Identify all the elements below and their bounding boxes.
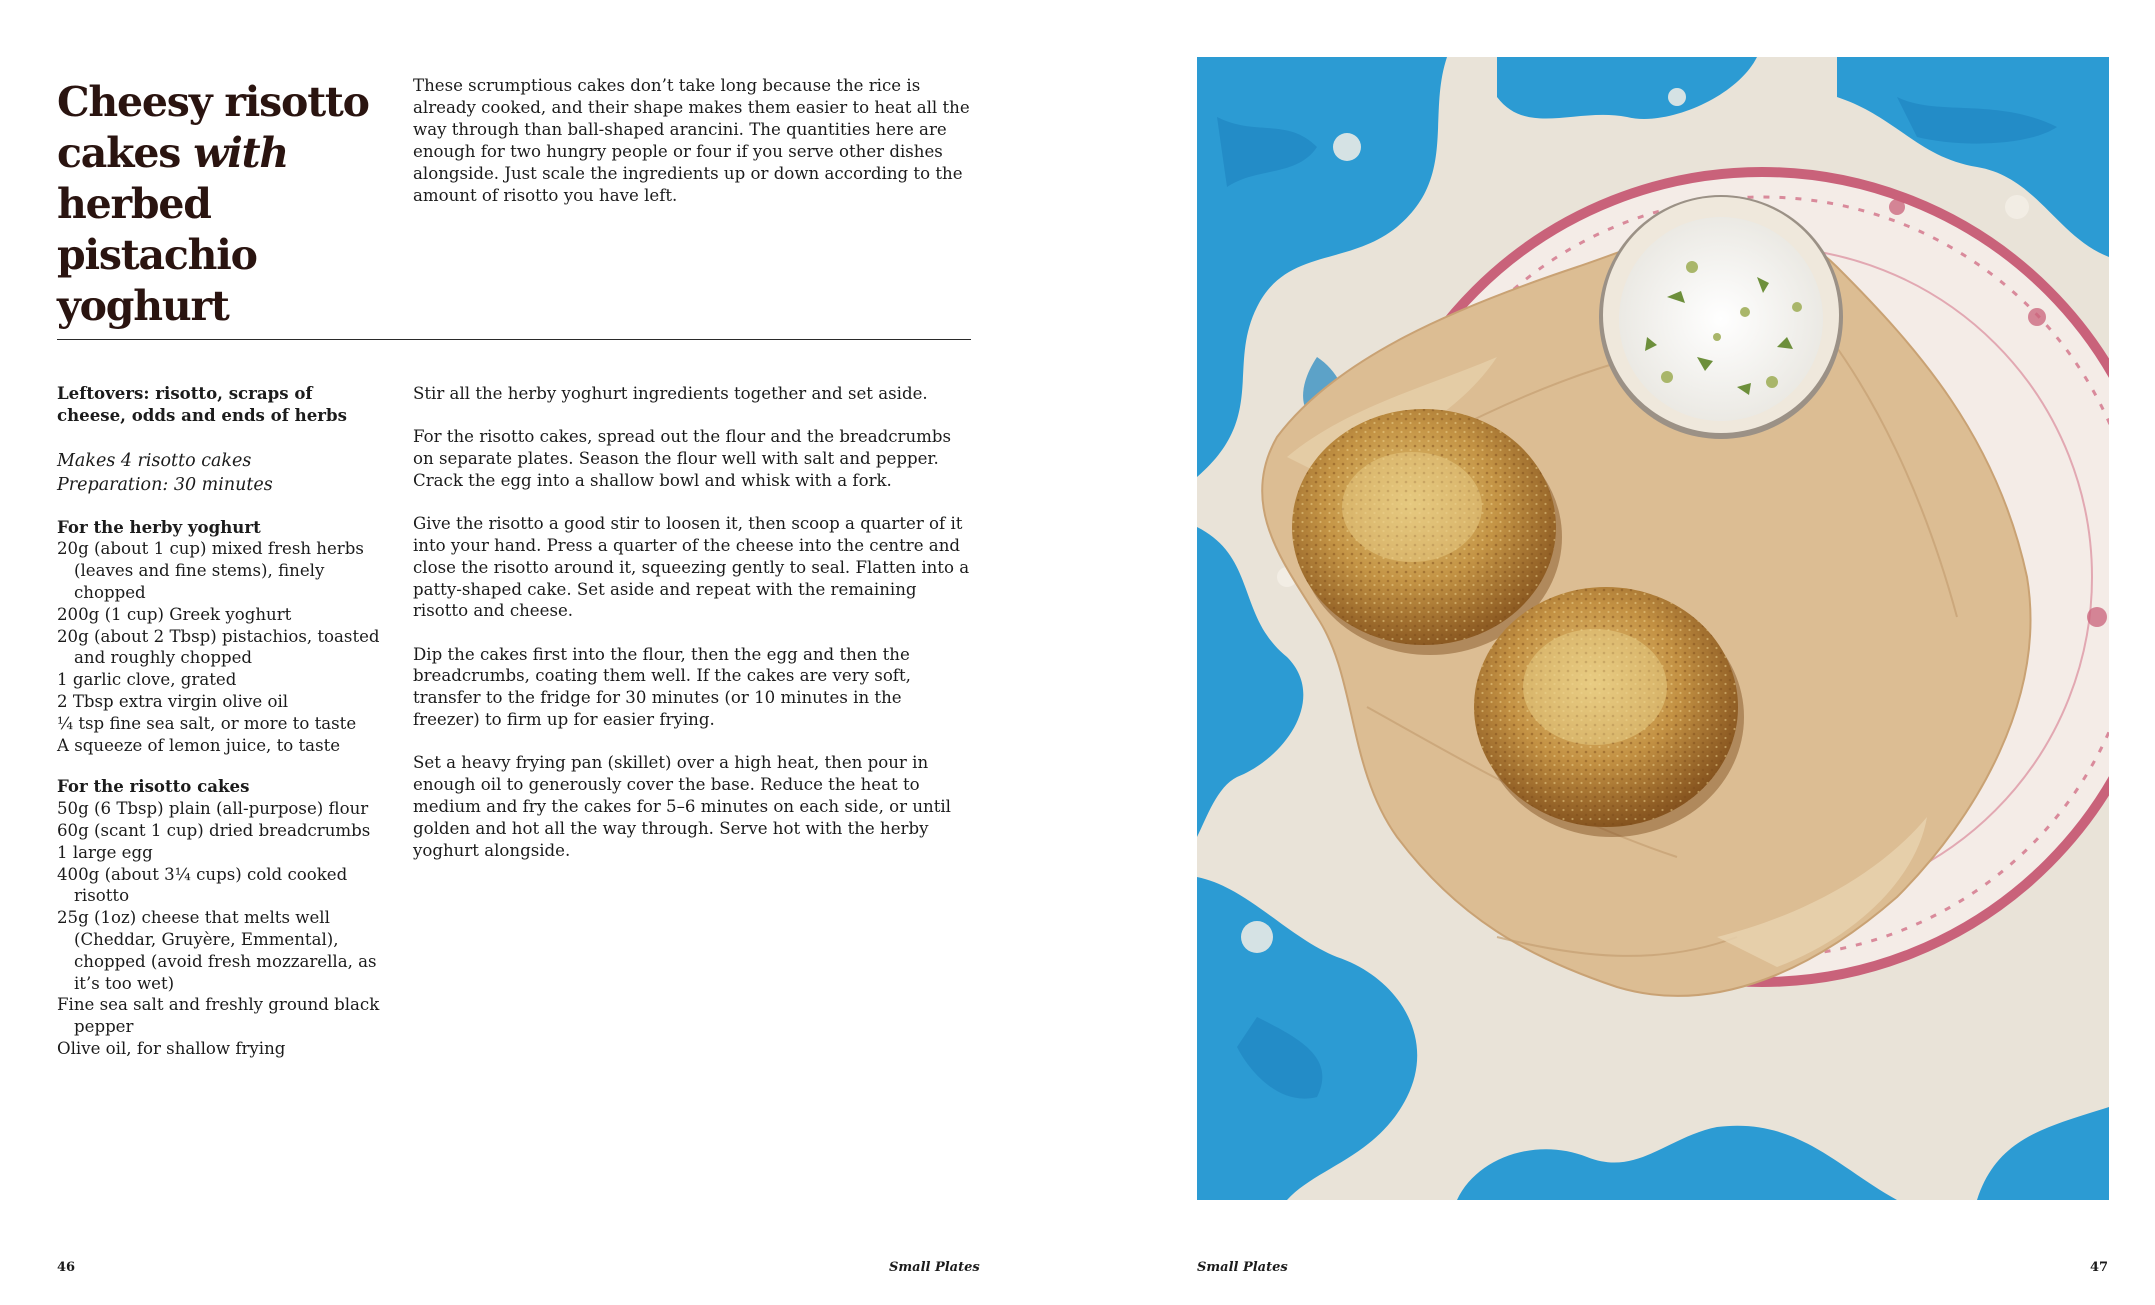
leftovers-line: Leftovers: risotto, scraps of cheese, odds and ends of herbs bbox=[57, 383, 347, 425]
title-line: herbed pistachio bbox=[57, 180, 257, 280]
method-step: Stir all the herby yoghurt ingredients together and set aside. bbox=[413, 384, 928, 403]
title-line: yoghurt bbox=[57, 282, 229, 331]
food-photo bbox=[1197, 57, 2109, 1200]
ingredient-item: 25g (1oz) cheese that melts well (Cheddar, Gruyère, Emmental), chopped (avoid fresh mozzarella, as it’s too wet) bbox=[57, 908, 377, 993]
method-column bbox=[413, 383, 973, 883]
method-step: Give the risotto a good stir to loosen it, then scoop a quarter of it into your hand. Press a quarter of the cheese into the centre and close the risotto around it, squeezing gently to seal. Flatten into a patty-shaped cake. Set aside and repeat with the remaining risotto and cheese. bbox=[413, 514, 970, 621]
cakes-heading: For the risotto cakes bbox=[57, 776, 250, 797]
ingredient-item: 400g (about 3¼ cups) cold cooked risotto bbox=[57, 864, 348, 906]
title-line: Cheesy risotto bbox=[57, 78, 369, 127]
method-step: Dip the cakes first into the flour, then the egg and then the breadcrumbs, coating them well. If the cakes are very soft, transfer to the fridge for 30 minutes (or 10 minutes in the freezer) to firm up for easier frying. bbox=[413, 644, 911, 730]
ingredient-item: ¼ tsp fine sea salt, or more to taste bbox=[57, 713, 357, 733]
title-italic-word: with bbox=[193, 129, 289, 178]
title-line: cakes with bbox=[57, 129, 289, 178]
ingredient-item: Olive oil, for shallow frying bbox=[57, 1038, 286, 1058]
yoghurt-heading: For the herby yoghurt bbox=[57, 516, 261, 537]
ingredient-item: 200g (1 cup) Greek yoghurt bbox=[57, 604, 292, 624]
method-step: Set a heavy frying pan (skillet) over a high heat, then pour in enough oil to generously cover the base. Reduce the heat to medium and fry the cakes for 5–6 minutes on each side, or until golden and hot all the way through. Serve hot with the herby yoghurt alongside. bbox=[413, 753, 951, 860]
yoghurt-ingredient-list bbox=[57, 538, 387, 756]
ingredient-item: 2 Tbsp extra virgin olive oil bbox=[57, 691, 289, 711]
yield-text: Makes 4 risotto cakes bbox=[57, 450, 252, 471]
ingredient-item: 20g (about 2 Tbsp) pistachios, toasted and roughly chopped bbox=[57, 626, 380, 668]
ingredient-item: 1 large egg bbox=[57, 842, 153, 862]
section-divider bbox=[57, 339, 971, 340]
cakes-ingredient-list bbox=[57, 798, 387, 1060]
method-step: For the risotto cakes, spread out the flour and the breadcrumbs on separate plates. Season the flour well with salt and pepper. Crack the egg into a shallow bowl and whisk with a fork. bbox=[413, 427, 952, 490]
intro-paragraph: These scrumptious cakes don’t take long because the rice is already cooked, and their shape makes them easier to heat all the way through than ball-shaped arancini. The quantities here are enough for two hungry people or four if you serve other dishes alongside. Just scale the ingredients up or down according to the amount of risotto you have left. bbox=[413, 76, 970, 205]
ingredient-item: 1 garlic clove, grated bbox=[57, 670, 237, 690]
running-head-left: Small Plates bbox=[889, 1260, 980, 1275]
ingredient-item: 20g (about 1 cup) mixed fresh herbs (leaves and fine stems), finely chopped bbox=[57, 539, 364, 602]
page-number-right: 47 bbox=[2090, 1260, 2109, 1275]
ingredient-item: A squeeze of lemon juice, to taste bbox=[57, 735, 341, 755]
running-head-right: Small Plates bbox=[1197, 1260, 1288, 1275]
recipe-title bbox=[57, 77, 397, 332]
ingredient-item: Fine sea salt and freshly ground black pepper bbox=[57, 995, 380, 1037]
recipe-meta bbox=[57, 449, 387, 497]
ingredient-item: 60g (scant 1 cup) dried breadcrumbs bbox=[57, 820, 371, 840]
ingredients-column bbox=[57, 383, 387, 1080]
prep-time-text: Preparation: 30 minutes bbox=[57, 474, 273, 495]
page-number-left: 46 bbox=[57, 1260, 76, 1275]
ingredient-item: 50g (6 Tbsp) plain (all-purpose) flour bbox=[57, 799, 369, 819]
